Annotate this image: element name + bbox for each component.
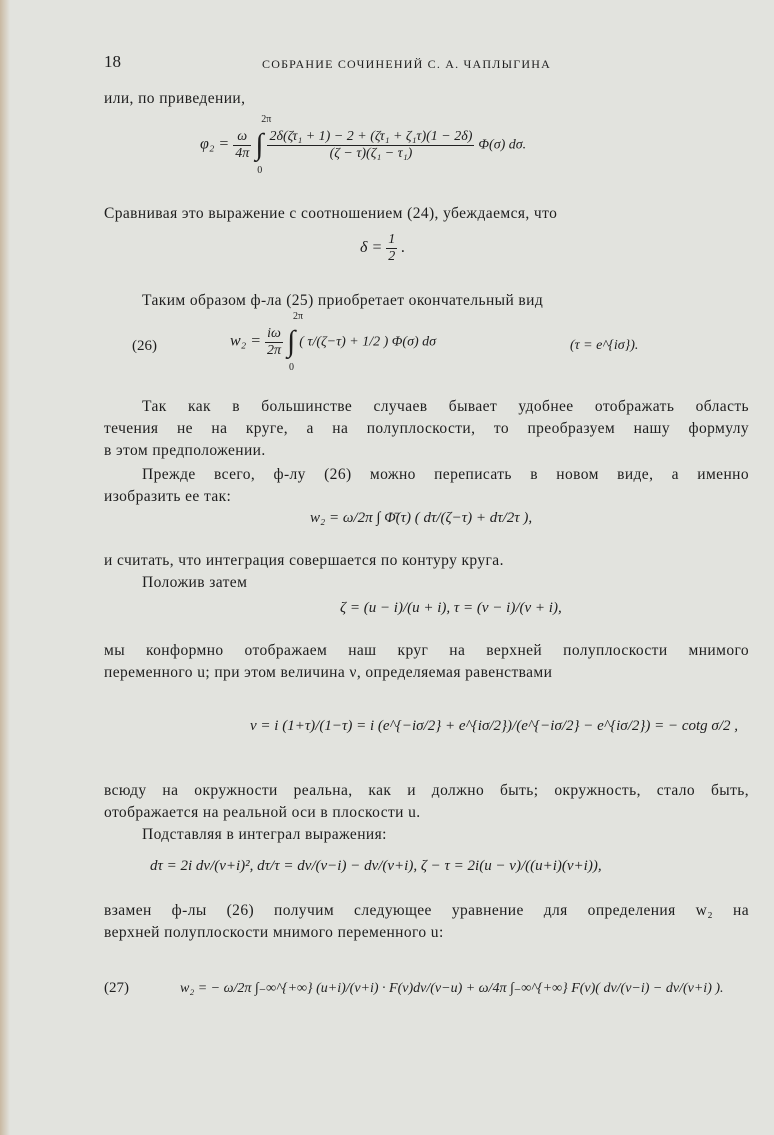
text-line: Подставляя в интеграл выражения: <box>142 826 387 843</box>
equation-27: w₂ = − ω/2π ∫₋∞^{+∞} (u+i)/(ν+i) · F(ν)dν/(ν−u) + ω/4π ∫₋∞^{+∞} F(ν)( dν/(ν−i) − dν/(ν+i) ). <box>180 981 724 996</box>
page-number: 18 <box>104 52 121 71</box>
text-line: Так как в большинстве случаев бывает удобнее отображать область <box>142 398 749 415</box>
text-line: и считать, что интеграция совершается по контуру круга. <box>104 552 504 569</box>
text-line: или, по приведении, <box>104 90 246 107</box>
equation-number: (26) <box>132 338 157 354</box>
text-line: мы конформно отображаем наш круг на верхней полуплоскости мнимого <box>104 642 749 659</box>
equation-condition: (τ = e^{iσ}). <box>570 338 639 353</box>
text-line: отображается на реальной оси в плоскости u. <box>104 804 421 821</box>
text-line: изобразить ее так: <box>104 488 232 505</box>
text-line: взамен ф-лы (26) получим следующее уравнение для определения w₂ на <box>104 902 749 919</box>
text-line: Таким образом ф-ла (25) приобретает окончательный вид <box>142 292 544 309</box>
text-line: течения не на круге, а на полуплоскости, то преобразуем нашу формулу <box>104 420 749 437</box>
running-title: СОБРАНИЕ СОЧИНЕНИЙ С. А. ЧАПЛЫГИНА <box>262 57 551 71</box>
equation-mapping: ζ = (u − i)/(u + i), τ = (ν − i)/(ν + i), <box>340 600 562 616</box>
text-line: верхней полуплоскости мнимого переменного u: <box>104 924 444 941</box>
text-line: Сравнивая это выражение с соотношением (24), убеждаемся, что <box>104 205 558 222</box>
equation-substitutions: dτ = 2i dν/(ν+i)², dτ/τ = dν/(ν−i) − dν/(ν+i), ζ − τ = 2i(u − ν)/((u+i)(ν+i)), <box>150 858 602 874</box>
text-line: переменного u; при этом величина ν, определяемая равенствами <box>104 664 553 681</box>
text-line: Положив затем <box>142 574 248 591</box>
equation-26: w₂ = $\frac{i\omega}{2\pi}$ 2π ∫ 0 ( τ/(ζ−τ) + 1/2 ) Φ(σ) dσ <box>230 311 437 373</box>
text-line: всюду на окружности реальна, как и должно быть; окружность, стало быть, <box>104 782 749 799</box>
equation-phi2: φ₂ = $\frac{\omega}{4\pi}$ 2π ∫ 0 $\frac{\text{2δ(ζτ₁ + 1) − 2 + (ζτ₁ + ζ₁τ)(1 − 2δ)}}{\text{(ζ − τ)(ζ₁ − τ₁)}}$ Φ(σ) dσ. <box>200 114 527 176</box>
page-edge-shadow <box>0 0 10 1135</box>
equation-w2-contour: w₂ = ω/2π ∫ Φ̄(τ) ( dτ/(ζ−τ) + dτ/2τ ), <box>310 510 533 526</box>
equation-nu: ν = i (1+τ)/(1−τ) = i (e^{−iσ/2} + e^{iσ/2})/(e^{−iσ/2} − e^{iσ/2}) = − cotg σ/2 , <box>250 718 738 734</box>
equation-number: (27) <box>104 980 129 996</box>
text-line: Прежде всего, ф-лу (26) можно переписать в новом виде, а именно <box>142 466 749 483</box>
text-line: в этом предположении. <box>104 442 266 459</box>
equation-delta: δ = $\frac{1}{2}$ . <box>360 232 406 264</box>
